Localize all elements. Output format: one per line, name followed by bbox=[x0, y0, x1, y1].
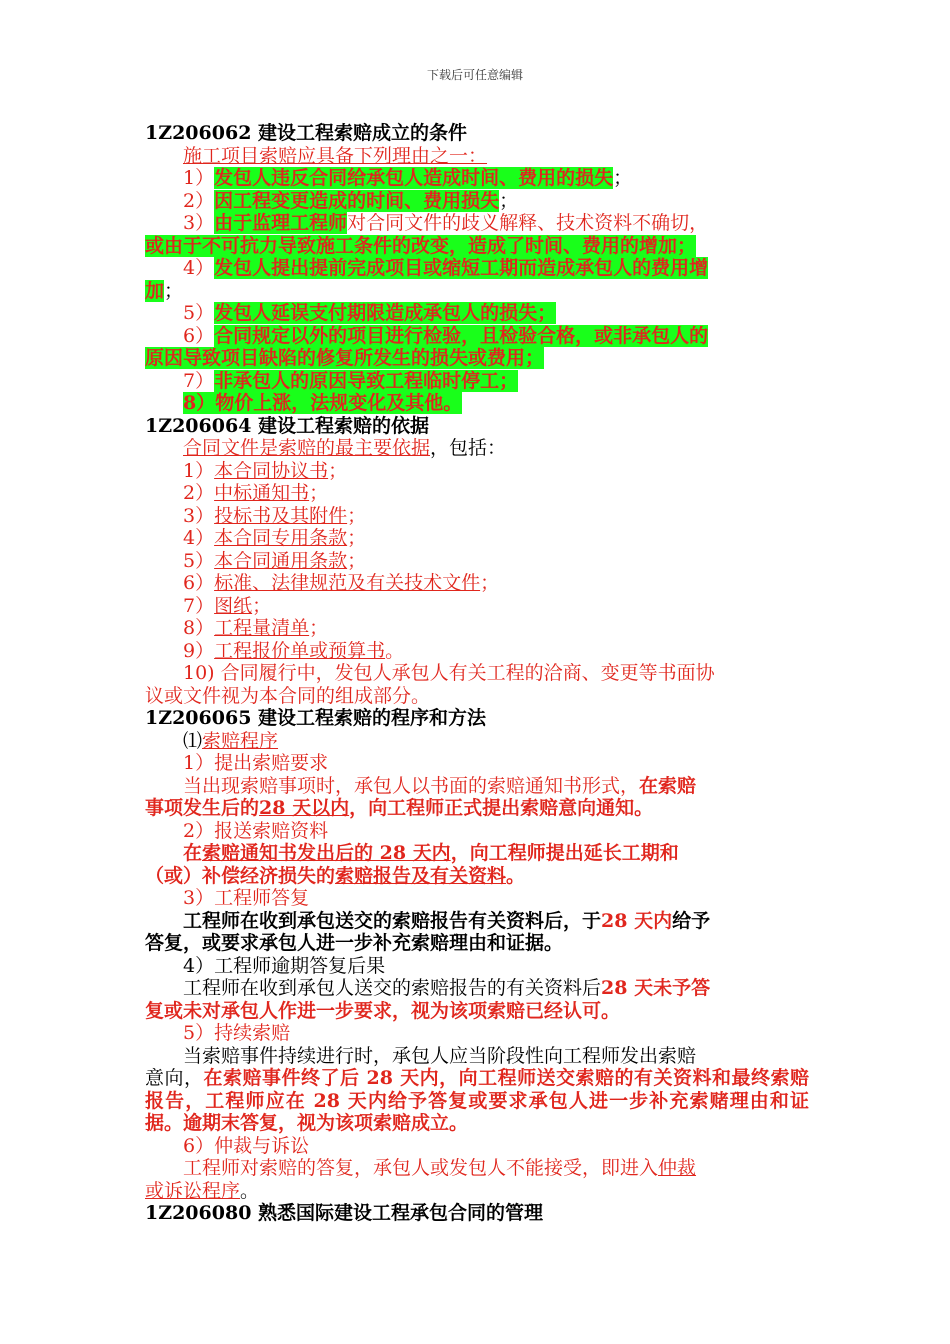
list-item: 10) 合同履行中，发包人承包人有关工程的洽商、变更等书面协 bbox=[183, 662, 715, 684]
list-item: 3）由于监理工程师对合同文件的歧义解释、技术资料不确切， bbox=[183, 212, 709, 234]
step-title: 4）工程师逾期答复后果 bbox=[183, 954, 386, 977]
step-title: 2）报送索赔资料 bbox=[183, 819, 329, 842]
list-item-continued: 原因导致项目缺陷的修复所发生的损失或费用； bbox=[145, 347, 545, 369]
step-text: 工程师在收到承包送交的索赔报告有关资料后，于28 天内给予 bbox=[183, 909, 711, 932]
list-item-continued: 加； bbox=[145, 279, 184, 302]
step-text-continued: 复或未对承包人作进一步要求，视为该项索赔已经认可。 bbox=[145, 999, 621, 1022]
step-text: 工程师在收到承包人送交的索赔报告的有关资料后28 天未予答 bbox=[183, 977, 711, 999]
list-item: 9）工程报价单或预算书。 bbox=[183, 639, 405, 662]
step-text-continued: 事项发生后的28 天以内，向工程师正式提出索赔意向通知。 bbox=[145, 797, 654, 819]
list-item-continued: 议或文件视为本合同的组成部分。 bbox=[145, 684, 431, 707]
list-item: 5）本合同通用条款； bbox=[183, 549, 367, 572]
document-body bbox=[145, 122, 809, 1225]
step-text: 在索赔通知书发出后的 28 天内，向工程师提出延长工期和 bbox=[183, 842, 679, 864]
list-item: 6）合同规定以外的项目进行检验，且检验合格，或非承包人的 bbox=[183, 324, 709, 347]
list-item: 5）发包人延误支付期限造成承包人的损失； bbox=[183, 302, 557, 324]
list-item: 8）工程量清单； bbox=[183, 617, 329, 639]
list-item: 8）物价上涨，法规变化及其他。 bbox=[183, 392, 463, 414]
step-title: 1）提出索赔要求 bbox=[183, 752, 329, 774]
list-item-continued: 或由于不可抗力导致施工条件的改变，造成了时间、费用的增加； bbox=[145, 234, 697, 257]
step-text: 当索赔事件持续进行时，承包人应当阶段性向工程师发出索赔 bbox=[183, 1044, 697, 1067]
section-intro: 合同文件是索赔的最主要依据，包括： bbox=[183, 437, 507, 459]
list-item: 6）标准、法律规范及有关技术文件； bbox=[183, 572, 500, 594]
list-item: 2）因工程变更造成的时间、费用损失； bbox=[183, 189, 519, 212]
list-item: 4）发包人提出提前完成项目或缩短工期而造成承包人的费用增 bbox=[183, 257, 709, 279]
list-item: 1）发包人违反合同给承包人造成时间、费用的损失； bbox=[183, 167, 633, 189]
section-title: 1Z206065 建设工程索赔的程序和方法 bbox=[145, 707, 487, 729]
list-item: 7）非承包人的原因导致工程临时停工； bbox=[183, 369, 519, 392]
step-text-continued: 或诉讼程序。 bbox=[145, 1179, 260, 1202]
list-item: 1）本合同协议书； bbox=[183, 459, 348, 482]
step-text-continued: 意向，在索赔事件终了后 28 天内，向工程师送交索赔的有关资料和最终索赔报告，工程师应在 28 天内给予答复或要求承包人进一步补充索赌理由和证据。逾期末答复，视为该项索赔成立。 bbox=[145, 1067, 809, 1134]
section-intro: 施工项目索赔应具备下列理由之一： bbox=[183, 144, 488, 167]
list-item: 3）投标书及其附件； bbox=[183, 504, 367, 527]
step-title: 3）工程师答复 bbox=[183, 887, 310, 909]
section-title: 1Z206064 建设工程索赔的依据 bbox=[145, 414, 430, 437]
section-title: 1Z206080 熟悉国际建设工程承包合同的管理 bbox=[145, 1202, 544, 1224]
list-item: 7）图纸； bbox=[183, 594, 272, 617]
list-item: 4）本合同专用条款； bbox=[183, 527, 367, 549]
step-title: 5）持续索赔 bbox=[183, 1022, 291, 1044]
step-text: 工程师对索赔的答复，承包人或发包人不能接受，即进入仲裁 bbox=[183, 1157, 697, 1179]
step-text-continued: 答复，或要求承包人进一步补充索赔理由和证据。 bbox=[145, 932, 564, 954]
list-item: 2）中标通知书； bbox=[183, 482, 329, 504]
step-title: 6）仲裁与诉讼 bbox=[183, 1134, 310, 1157]
step-text: 当出现索赔事项时，承包人以书面的索赔通知书形式，在索赔 bbox=[183, 774, 697, 797]
page-header: 下载后可任意编辑 bbox=[426, 68, 523, 82]
step-text-continued: （或）补偿经济损失的索赔报告及有关资料。 bbox=[145, 864, 526, 887]
subsection-title: ⑴索赔程序 bbox=[183, 729, 279, 752]
section-title: 1Z206062 建设工程索赔成立的条件 bbox=[145, 122, 468, 144]
